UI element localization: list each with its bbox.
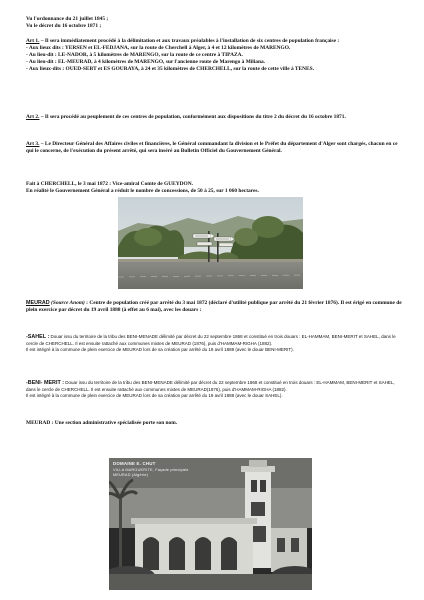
postcard-caption-1: DOMAINE E. CHUT <box>113 461 156 466</box>
header-line-1: Vu l'ordonnance du 21 juillet 1845 ; <box>26 16 109 22</box>
beni-merit-text-2: Il est intégré à la commune de plein exercice de MEURAD lors de sa création par arrêté du 19 avril 1888 (avec le douar SAHEL). <box>26 392 283 398</box>
meurad-name: MEURAD <box>26 300 50 306</box>
signature-line-2: En réalité le Gouvernement Général a réduit le nombre de concessions, de 50 à 25, sur 1 060 hectares. <box>26 187 259 194</box>
header-line-2: Vu le décret du 16 octobre 1871 ; <box>26 22 102 29</box>
beni-merit-label: -BENI- MERIT : <box>26 380 65 386</box>
sahel-label: -SAHEL : <box>26 334 50 340</box>
road-signpost-photo <box>118 197 303 289</box>
article-1-item: - Au lieu-dit : EL-MEURAD, à 4 kilomètres de MARENGO, sur l'ancienne route de Marengo à Miliana. <box>26 58 266 65</box>
sahel-text-1: Douar issu du territoire de la tribu des BENI-MENADE délimité par décret du 22 septembre 1868 et constitué en trois douars : EL-HAMMAM, BENI-MERIT et SAHEL, dans le cercle de CHERCHELL. Il est ensuite rattaché aux communes mixtes de MEURAD (1876), puis d'HAMMAM-RIGHA (1882). <box>26 334 396 346</box>
article-1 <box>26 38 402 73</box>
douar-beni-merit <box>26 380 402 399</box>
closing-line <box>26 420 402 427</box>
article-2-text: – Il sera procédé au peuplement de ces centres de population, conformément aux dispositions du titre 2 du décret du 16 octobre 1871. <box>39 114 346 120</box>
article-3-text: – Le Directeur Général des Affaires civiles et financières, le Général commandant la division et le Préfet du département d'Alger sont chargés, chacun en ce qui le concerne, de l'exécution du présent arrêté, qui sera inséré au Bulletin Officiel du Gouvernement Général. <box>26 141 398 154</box>
article-3-title: Art 3. <box>26 141 40 147</box>
sahel-text-2: Il est intégré à la commune de plein exercice de MEURAD lors de sa création par arrêté du 19 avril 1888 (avec le douar BENI-MERIT). <box>26 346 294 352</box>
signature-line-1: Fait à CHERCHELL, le 3 mai 1872 : Vice-amiral Comte de GUEYDON. <box>26 181 193 187</box>
meurad-intro <box>26 300 402 314</box>
postcard-caption-3: MEURAD (Algérie) <box>113 473 149 477</box>
beni-merit-text-1: Douar issu du territoire de la tribu des BENI-MENADE délimité par décret du 22 septembre 1868 et constitué en trois douars : EL-HAMMAM, BENI-MERIT et SAHEL, dans le cercle de CHERCHELL. Il est ensuite rattaché aux communes mixtes de MEURAD(1876), puis d'HAMMAM-RIGHA (1882). <box>26 380 395 392</box>
meurad-source: (Source Anom) <box>51 300 85 306</box>
meurad-text: : Centre de population créé par arrêté du 3 mai 1872 (déclaré d'utilité publique par arrêté du 21 février 1876). Il est érigé en commune de plein exercice par décret du 19 avril 1888 (à effet au 6 mai), avec les douars : <box>26 300 402 313</box>
closing-text: MEURAD : Une section administrative spécialisée porte son nom. <box>26 420 178 426</box>
article-2 <box>26 114 402 121</box>
article-1-title: Art 1. <box>26 38 40 44</box>
signature-block <box>26 181 402 195</box>
villa-postcard-photo <box>109 458 312 590</box>
douar-sahel <box>26 334 402 353</box>
article-1-item: - Aux lieux-dits : OUED-SEBT et ES GOURAYA, à 24 et 35 kilomètres de CHERCHELL, sur la route de cette ville à TENES. <box>26 65 314 72</box>
article-1-intro: Art 1. – Il sera immédiatement procédé à la délimitation et aux travaux préalables à l'installation de six centres de population française : <box>26 38 340 44</box>
header-block <box>26 16 402 30</box>
article-3 <box>26 141 402 155</box>
article-1-item: - Au lieu-dit : LE-NADOR, à 5 kilomètres de MARENGO, sur la route de ce centre à TIPAZA. <box>26 51 243 58</box>
postcard-caption-2: VILLA MARGUERITE, Façade principale <box>113 468 189 472</box>
article-1-item: - Aux lieux dits : YERSEN et EL-FEDJANA, sur la route de Cherchell à Alger, à 4 et 12 kilomètres de MARENGO. <box>26 44 291 51</box>
article-2-title: Art 2. <box>26 114 40 120</box>
